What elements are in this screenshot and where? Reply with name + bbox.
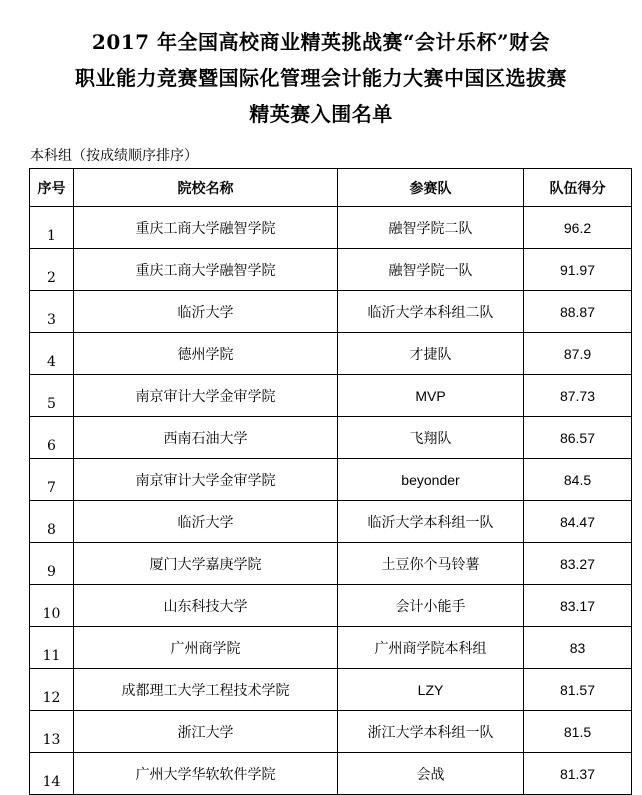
- document-title-line-2: 职业能力竞赛暨国际化管理会计能力大赛中国区选拔赛: [75, 66, 567, 90]
- cell-team: 会计小能手: [338, 585, 524, 627]
- table-row: [30, 753, 632, 795]
- cell-score: 84.47: [524, 501, 632, 543]
- cell-school: 南京审计大学金审学院: [74, 375, 338, 417]
- cell-rank: 12: [30, 669, 74, 711]
- cell-school: 成都理工大学工程技术学院: [74, 669, 338, 711]
- cell-rank: 8: [30, 501, 74, 543]
- cell-school: 重庆工商大学融智学院: [74, 207, 338, 249]
- cell-team: LZY: [338, 669, 524, 711]
- table-row: [30, 585, 632, 627]
- header-score: 队伍得分: [524, 169, 632, 207]
- table-row: [30, 627, 632, 669]
- cell-score: 81.57: [524, 669, 632, 711]
- cell-school: 山东科技大学: [74, 585, 338, 627]
- cell-rank: 7: [30, 459, 74, 501]
- cell-score: 88.87: [524, 291, 632, 333]
- cell-team: 融智学院二队: [338, 207, 524, 249]
- table-row: [30, 711, 632, 753]
- cell-team: 融智学院一队: [338, 249, 524, 291]
- cell-score: 83.17: [524, 585, 632, 627]
- cell-rank: 1: [30, 207, 74, 249]
- header-rank: 序号: [30, 169, 74, 207]
- cell-school: 德州学院: [74, 333, 338, 375]
- cell-rank: 10: [30, 585, 74, 627]
- header-team: 参赛队: [338, 169, 524, 207]
- cell-rank: 13: [30, 711, 74, 753]
- cell-school: 厦门大学嘉庚学院: [74, 543, 338, 585]
- cell-team: 临沂大学本科组二队: [338, 291, 524, 333]
- cell-team: 广州商学院本科组: [338, 627, 524, 669]
- table-row: [30, 333, 632, 375]
- cell-school: 临沂大学: [74, 291, 338, 333]
- table-row: [30, 207, 632, 249]
- ranking-table: [29, 168, 632, 795]
- table-header-row: [30, 169, 632, 207]
- document-title-line-3: 精英赛入围名单: [249, 102, 393, 126]
- cell-score: 83: [524, 627, 632, 669]
- cell-rank: 6: [30, 417, 74, 459]
- cell-rank: 3: [30, 291, 74, 333]
- cell-rank: 5: [30, 375, 74, 417]
- cell-school: 南京审计大学金审学院: [74, 459, 338, 501]
- cell-rank: 4: [30, 333, 74, 375]
- cell-school: 广州商学院: [74, 627, 338, 669]
- cell-team: 会战: [338, 753, 524, 795]
- group-subtitle: 本科组（按成绩顺序排序）: [30, 148, 198, 164]
- cell-rank: 14: [30, 753, 74, 795]
- table-row: [30, 669, 632, 711]
- table-row: [30, 543, 632, 585]
- cell-score: 86.57: [524, 417, 632, 459]
- cell-team: 浙江大学本科组一队: [338, 711, 524, 753]
- cell-score: 81.5: [524, 711, 632, 753]
- cell-team: 才捷队: [338, 333, 524, 375]
- table-row: [30, 291, 632, 333]
- cell-school: 广州大学华软软件学院: [74, 753, 338, 795]
- cell-score: 83.27: [524, 543, 632, 585]
- cell-rank: 11: [30, 627, 74, 669]
- cell-rank: 2: [30, 249, 74, 291]
- cell-team: beyonder: [338, 459, 524, 501]
- cell-rank: 9: [30, 543, 74, 585]
- cell-school: 西南石油大学: [74, 417, 338, 459]
- cell-score: 96.2: [524, 207, 632, 249]
- table-row: [30, 417, 632, 459]
- cell-team: 飞翔队: [338, 417, 524, 459]
- cell-score: 84.5: [524, 459, 632, 501]
- table-row: [30, 459, 632, 501]
- cell-school: 临沂大学: [74, 501, 338, 543]
- cell-score: 81.37: [524, 753, 632, 795]
- cell-school: 浙江大学: [74, 711, 338, 753]
- cell-team: 临沂大学本科组一队: [338, 501, 524, 543]
- document-title-line-1: 2017 年全国高校商业精英挑战赛“会计乐杯”财会: [91, 30, 551, 54]
- table-row: [30, 501, 632, 543]
- cell-team: 土豆你个马铃薯: [338, 543, 524, 585]
- cell-score: 91.97: [524, 249, 632, 291]
- cell-school: 重庆工商大学融智学院: [74, 249, 338, 291]
- header-school: 院校名称: [74, 169, 338, 207]
- cell-team: MVP: [338, 375, 524, 417]
- cell-score: 87.9: [524, 333, 632, 375]
- table-row: [30, 375, 632, 417]
- cell-score: 87.73: [524, 375, 632, 417]
- table-row: [30, 249, 632, 291]
